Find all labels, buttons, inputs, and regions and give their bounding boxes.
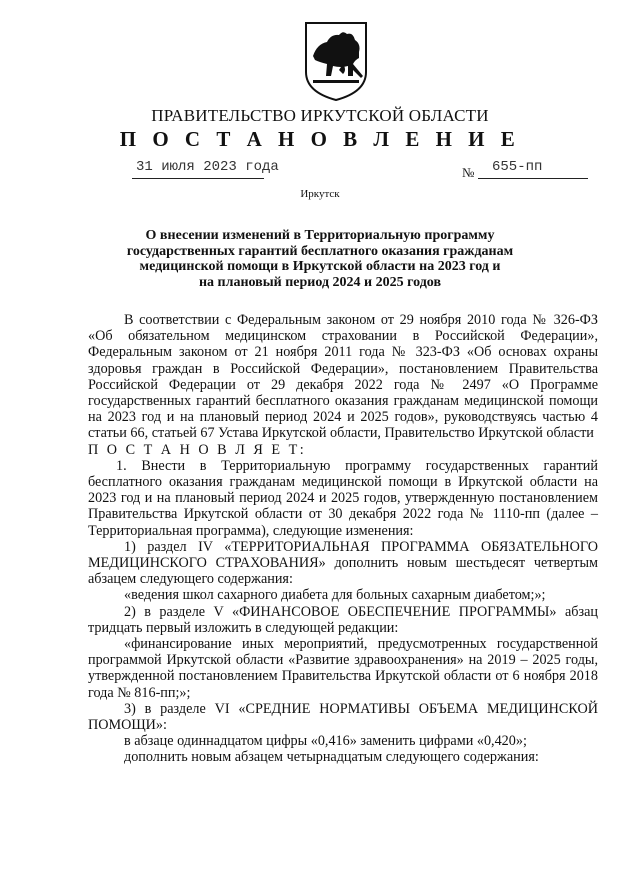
subitem-3b-paragraph: дополнить новым абзацем четырнадцатым следующего содержания: bbox=[124, 749, 539, 766]
document-title bbox=[80, 228, 560, 290]
subitem-3-paragraph: 3) в разделе VI «СРЕДНИЕ НОРМАТИВЫ ОБЪЕМА МЕДИЦИНСКОЙ ПОМОЩИ»: bbox=[88, 700, 598, 734]
subitem-2-paragraph: 2) в разделе V «ФИНАНСОВОЕ ОБЕСПЕЧЕНИЕ ПРОГРАММЫ» абзац тридцать первый изложить в следующей редакции: bbox=[88, 603, 598, 636]
title-line: на плановый период 2024 и 2025 годов bbox=[198, 274, 442, 290]
subitem-1-paragraph: 1) раздел IV «ТЕРРИТОРИАЛЬНАЯ ПРОГРАММА ОБЯЗАТЕЛЬНОГО МЕДИЦИНСКОГО СТРАХОВАНИЯ» дополнить новым шестьдесят четвертым абзацем следующего содержания: bbox=[88, 538, 598, 588]
document-body bbox=[88, 312, 598, 766]
city: Иркутск bbox=[300, 188, 340, 200]
organization-name: ПРАВИТЕЛЬСТВО ИРКУТСКОЙ ОБЛАСТИ bbox=[151, 106, 489, 125]
date-underline bbox=[132, 178, 264, 179]
subitem-3a-paragraph: в абзаце одиннадцатом цифры «0,416» заменить цифрами «0,420»; bbox=[124, 733, 527, 750]
number-underline bbox=[478, 178, 588, 179]
title-line: медицинской помощи в Иркутской области на 2023 год и bbox=[139, 259, 501, 274]
quote-2-paragraph: «финансирование иных мероприятий, предусмотренных государственной программой Иркутской области «Развитие здравоохранения» на 2019 – 2025 годы, утвержденной постановлением Правительства Иркутской области от 6 ноября 2018 года № 816-пп;»; bbox=[88, 636, 598, 701]
quote-1-paragraph: «ведения школ сахарного диабета для больных сахарным диабетом;»; bbox=[124, 587, 546, 604]
item-1-paragraph: 1. Внести в Территориальную программу государственных гарантий бесплатного оказания гражданам медицинской помощи в Иркутской области на 2023 год и на плановый период 2024 и 2025 годов, утвержденную постановлением Правительства Иркутской области от 30 декабря 2022 года № 1110-пп (далее – Территориальная программа), следующие изменения: bbox=[88, 457, 598, 539]
preamble-paragraph: В соответствии с Федеральным законом от 29 ноября 2010 года № 326-ФЗ «Об обязательном медицинском страховании в Российской Федерации», Федеральным законом от 21 ноября 2011 года № 323-ФЗ «Об основах охраны здоровья граждан в Российской Федерации», постановлением Правительства Российской Федерации от 29 декабря 2022 года № 2497 «О Программе государственных гарантий бесплатного оказания гражданам медицинской помощи на 2023 год и на плановый период 2024 и 2025 годов», руководствуясь частью 4 статьи 66, статьей 67 Устава Иркутской области, Правительство Иркутской области bbox=[88, 312, 598, 442]
title-line: О внесении изменений в Территориальную программу bbox=[145, 228, 495, 243]
document-number: 655-пп bbox=[492, 159, 543, 175]
document-type: П О С Т А Н О В Л Е Н И Е bbox=[119, 127, 521, 151]
title-line: государственных гарантий бесплатного оказания гражданам bbox=[126, 243, 514, 259]
document-date: 31 июля 2023 года bbox=[136, 159, 279, 175]
decree-heading: П О С Т А Н О В Л Я Е Т: bbox=[88, 441, 307, 458]
irkutsk-coat-of-arms-icon bbox=[303, 20, 369, 102]
number-sign: № bbox=[462, 165, 475, 180]
